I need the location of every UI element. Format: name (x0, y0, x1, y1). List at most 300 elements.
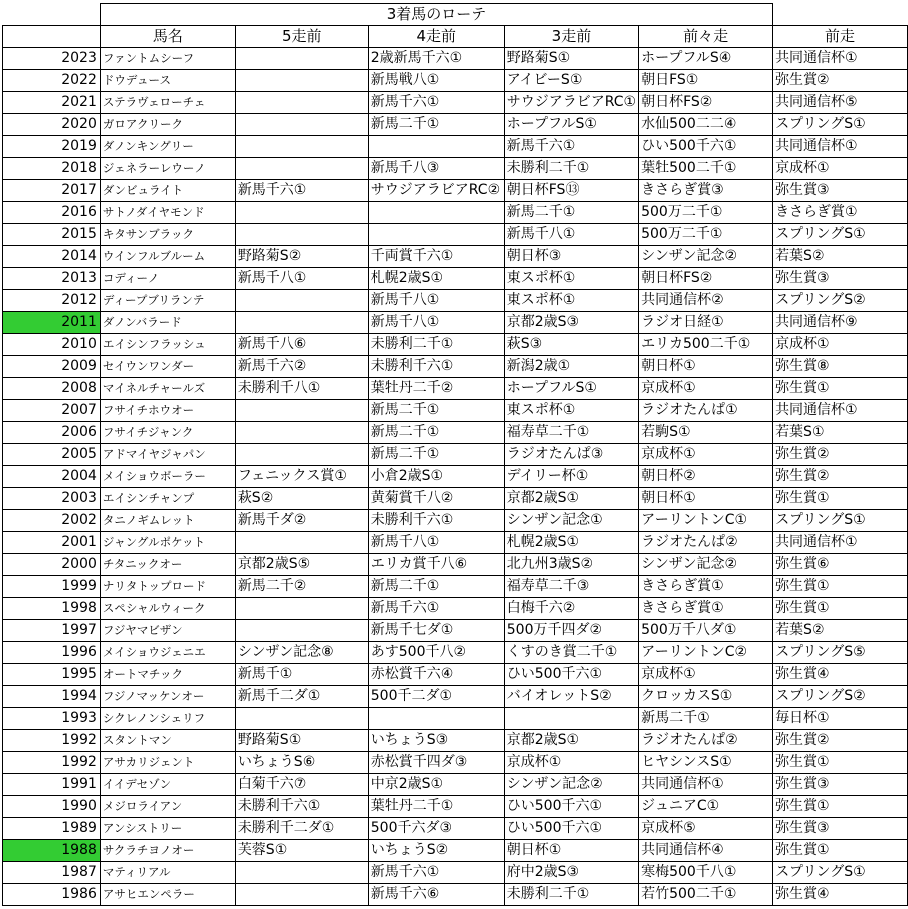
horse-name-cell: メイショウボーラー (100, 466, 235, 488)
race-3-back-cell: 未勝利二千① (504, 158, 638, 180)
year-cell: 1987 (3, 862, 101, 884)
title-blank-cell (3, 4, 101, 26)
race-2-back-cell: アーリントンC① (639, 510, 773, 532)
race-2-back-cell: 朝日杯② (639, 466, 773, 488)
year-cell: 1997 (3, 620, 101, 642)
table-row (3, 312, 908, 334)
title-row (3, 4, 908, 26)
race-3-back-cell: 萩S③ (504, 334, 638, 356)
year-cell: 1992 (3, 730, 101, 752)
horse-name-cell: イイデセゾン (100, 774, 235, 796)
race-3-back-cell: 京都2歳S① (504, 488, 638, 510)
race-2-back-cell: 500万千八ダ① (639, 620, 773, 642)
race-5-back-cell: 未勝利千八① (235, 378, 368, 400)
race-4-back-cell: 未勝利千六① (368, 356, 504, 378)
last-race-cell: 弥生賞④ (773, 884, 908, 906)
header-row (3, 26, 908, 48)
race-3-back-cell: 京成杯① (504, 752, 638, 774)
table-row (3, 444, 908, 466)
last-race-cell: 京成杯① (773, 334, 908, 356)
race-3-back-cell: 朝日杯① (504, 840, 638, 862)
race-4-back-cell: 千両賞千六① (368, 246, 504, 268)
year-cell: 1991 (3, 774, 101, 796)
race-4-back-cell: 新馬戦八① (368, 70, 504, 92)
header-race-4-back: 4走前 (368, 26, 504, 48)
year-cell: 1990 (3, 796, 101, 818)
last-race-cell: 京成杯① (773, 158, 908, 180)
horse-name-cell: サトノダイヤモンド (100, 202, 235, 224)
year-cell: 1992 (3, 752, 101, 774)
race-4-back-cell: 新馬千六① (368, 92, 504, 114)
race-5-back-cell: 新馬千二ダ① (235, 686, 368, 708)
year-cell: 2006 (3, 422, 101, 444)
race-5-back-cell (235, 92, 368, 114)
race-3-back-cell (504, 708, 638, 730)
year-cell: 2008 (3, 378, 101, 400)
table-row (3, 620, 908, 642)
race-3-back-cell: 京都2歳S① (504, 730, 638, 752)
last-race-cell: スプリングS② (773, 290, 908, 312)
horse-name-cell: マティリアル (100, 862, 235, 884)
race-2-back-cell: 若駒S① (639, 422, 773, 444)
horse-name-cell: ナリタトップロード (100, 576, 235, 598)
race-4-back-cell: 赤松賞千四ダ③ (368, 752, 504, 774)
last-race-cell: 弥生賞② (773, 70, 908, 92)
year-cell: 2016 (3, 202, 101, 224)
race-2-back-cell: 500万二千① (639, 202, 773, 224)
horse-name-cell: ドウデュース (100, 70, 235, 92)
race-4-back-cell: 新馬二千① (368, 114, 504, 136)
table-row (3, 224, 908, 246)
race-5-back-cell: 新馬千六① (235, 180, 368, 202)
last-race-cell: 弥生賞① (773, 840, 908, 862)
horse-name-cell: ダノンバラード (100, 312, 235, 334)
race-5-back-cell (235, 48, 368, 70)
last-race-cell: 共同通信杯⑤ (773, 92, 908, 114)
race-4-back-cell: 500千二ダ① (368, 686, 504, 708)
race-4-back-cell: 新馬千八③ (368, 158, 504, 180)
race-5-back-cell: 芙蓉S① (235, 840, 368, 862)
race-2-back-cell: 朝日杯FS② (639, 268, 773, 290)
race-4-back-cell (368, 708, 504, 730)
last-race-cell: スプリングS① (773, 862, 908, 884)
race-4-back-cell: 新馬千七ダ① (368, 620, 504, 642)
race-4-back-cell (368, 224, 504, 246)
table-row (3, 708, 908, 730)
race-3-back-cell: 北九州3歳S② (504, 554, 638, 576)
last-race-cell: 共同通信杯⑨ (773, 312, 908, 334)
race-4-back-cell (368, 202, 504, 224)
horse-name-cell: フジノマッケンオー (100, 686, 235, 708)
horse-name-cell: マイネルチャールズ (100, 378, 235, 400)
horse-name-cell: コディーノ (100, 268, 235, 290)
race-2-back-cell: 新馬二千① (639, 708, 773, 730)
race-4-back-cell: 中京2歳S① (368, 774, 504, 796)
year-cell: 1994 (3, 686, 101, 708)
horse-name-cell: シクレノンシェリフ (100, 708, 235, 730)
race-3-back-cell: 東スポ杯① (504, 400, 638, 422)
year-cell: 2010 (3, 334, 101, 356)
last-race-cell: スプリングS① (773, 224, 908, 246)
horse-name-cell: ガロアクリーク (100, 114, 235, 136)
race-3-back-cell: 福寿草二千③ (504, 576, 638, 598)
race-2-back-cell: きさらぎ賞① (639, 576, 773, 598)
horse-name-cell: サクラチヨノオー (100, 840, 235, 862)
race-5-back-cell (235, 862, 368, 884)
table-row (3, 510, 908, 532)
table-row (3, 642, 908, 664)
race-3-back-cell: 東スポ杯① (504, 290, 638, 312)
horse-name-cell: ジェネラーレウーノ (100, 158, 235, 180)
race-2-back-cell: 寒梅500千八① (639, 862, 773, 884)
year-cell: 1989 (3, 818, 101, 840)
race-3-back-cell: ひい500千六① (504, 796, 638, 818)
table-row (3, 774, 908, 796)
table-row (3, 400, 908, 422)
last-race-cell: 共同通信杯① (773, 532, 908, 554)
race-3-back-cell: バイオレットS② (504, 686, 638, 708)
race-5-back-cell (235, 70, 368, 92)
race-4-back-cell: 葉牡丹二千② (368, 378, 504, 400)
year-cell: 2023 (3, 48, 101, 70)
table-row (3, 356, 908, 378)
year-cell: 2022 (3, 70, 101, 92)
year-cell: 2005 (3, 444, 101, 466)
race-4-back-cell: 500千六ダ③ (368, 818, 504, 840)
horse-name-cell: キタサンブラック (100, 224, 235, 246)
race-2-back-cell: ジュニアC① (639, 796, 773, 818)
race-2-back-cell: きさらぎ賞③ (639, 180, 773, 202)
table-row (3, 114, 908, 136)
race-5-back-cell: 白菊千六⑦ (235, 774, 368, 796)
race-3-back-cell: 500万千四ダ② (504, 620, 638, 642)
table-title: 3着馬のローテ (100, 4, 772, 26)
race-5-back-cell: いちょうS⑥ (235, 752, 368, 774)
race-3-back-cell: くすのき賞二千① (504, 642, 638, 664)
header-race-2-back: 前々走 (639, 26, 773, 48)
race-4-back-cell: 赤松賞千六④ (368, 664, 504, 686)
race-4-back-cell: あす500千八② (368, 642, 504, 664)
table-row (3, 202, 908, 224)
table-row (3, 378, 908, 400)
horse-name-cell: ファントムシーフ (100, 48, 235, 70)
race-2-back-cell: 京成杯① (639, 378, 773, 400)
race-4-back-cell: 新馬二千① (368, 422, 504, 444)
race-5-back-cell (235, 114, 368, 136)
race-4-back-cell: いちょうS② (368, 840, 504, 862)
race-4-back-cell: 新馬千六① (368, 862, 504, 884)
last-race-cell: 弥生賞② (773, 444, 908, 466)
race-5-back-cell (235, 532, 368, 554)
table-row (3, 246, 908, 268)
race-2-back-cell: シンザン記念② (639, 246, 773, 268)
race-5-back-cell: 新馬二千② (235, 576, 368, 598)
race-2-back-cell: エリカ500二千① (639, 334, 773, 356)
race-2-back-cell: 共同通信杯① (639, 774, 773, 796)
table-row (3, 466, 908, 488)
race-4-back-cell: サウジアラビアRC② (368, 180, 504, 202)
race-3-back-cell: ホープフルS① (504, 378, 638, 400)
year-cell: 2015 (3, 224, 101, 246)
race-2-back-cell: 若竹500二千① (639, 884, 773, 906)
race-2-back-cell: きさらぎ賞① (639, 598, 773, 620)
last-race-cell: 弥生賞③ (773, 268, 908, 290)
last-race-cell: 毎日杯① (773, 708, 908, 730)
race-5-back-cell (235, 400, 368, 422)
race-5-back-cell: 新馬千八⑥ (235, 334, 368, 356)
horse-name-cell: オートマチック (100, 664, 235, 686)
race-4-back-cell: 未勝利二千① (368, 334, 504, 356)
horse-name-cell: ダンビュライト (100, 180, 235, 202)
race-4-back-cell (368, 136, 504, 158)
race-3-back-cell: 新馬千八① (504, 224, 638, 246)
race-4-back-cell: 新馬千六① (368, 598, 504, 620)
year-cell: 2012 (3, 290, 101, 312)
race-4-back-cell: 黄菊賞千八② (368, 488, 504, 510)
horse-name-cell: ステラヴェローチェ (100, 92, 235, 114)
table-row (3, 334, 908, 356)
race-3-back-cell: デイリー杯① (504, 466, 638, 488)
year-cell: 1988 (3, 840, 101, 862)
race-2-back-cell: アーリントンC② (639, 642, 773, 664)
horse-name-cell: ディープブリランテ (100, 290, 235, 312)
race-2-back-cell: 葉牡500二千① (639, 158, 773, 180)
year-cell: 1986 (3, 884, 101, 906)
last-race-cell: 若葉S② (773, 620, 908, 642)
race-4-back-cell: 新馬二千① (368, 444, 504, 466)
table-row (3, 158, 908, 180)
table-row (3, 136, 908, 158)
race-5-back-cell (235, 708, 368, 730)
race-2-back-cell: 朝日FS① (639, 70, 773, 92)
last-race-cell: 弥生賞① (773, 752, 908, 774)
last-race-cell: 弥生賞① (773, 378, 908, 400)
race-3-back-cell: サウジアラビアRC① (504, 92, 638, 114)
table-row (3, 92, 908, 114)
table-row (3, 488, 908, 510)
race-2-back-cell: 共同通信杯④ (639, 840, 773, 862)
race-2-back-cell: ラジオ日経① (639, 312, 773, 334)
horse-name-cell: アドマイヤジャパン (100, 444, 235, 466)
title-blank-cell-right (773, 4, 908, 26)
race-5-back-cell (235, 598, 368, 620)
last-race-cell: 若葉S② (773, 246, 908, 268)
race-5-back-cell (235, 884, 368, 906)
year-cell: 1993 (3, 708, 101, 730)
race-5-back-cell: 萩S② (235, 488, 368, 510)
horse-name-cell: スペシャルウィーク (100, 598, 235, 620)
year-cell: 1999 (3, 576, 101, 598)
race-3-back-cell: 朝日杯FS⑬ (504, 180, 638, 202)
horse-name-cell: ジャングルポケット (100, 532, 235, 554)
year-cell: 2002 (3, 510, 101, 532)
table-row (3, 422, 908, 444)
race-5-back-cell (235, 312, 368, 334)
race-5-back-cell: 新馬千八① (235, 268, 368, 290)
horse-name-cell: アサヒエンペラー (100, 884, 235, 906)
year-cell: 2014 (3, 246, 101, 268)
race-5-back-cell: シンザン記念⑧ (235, 642, 368, 664)
race-5-back-cell (235, 202, 368, 224)
race-3-back-cell: 新潟2歳① (504, 356, 638, 378)
rotation-table (2, 3, 908, 906)
header-race-5-back: 5走前 (235, 26, 368, 48)
year-cell: 2009 (3, 356, 101, 378)
race-2-back-cell: 共同通信杯② (639, 290, 773, 312)
race-3-back-cell: シンザン記念① (504, 510, 638, 532)
race-2-back-cell: 500万二千① (639, 224, 773, 246)
year-cell: 2000 (3, 554, 101, 576)
table-row (3, 752, 908, 774)
horse-name-cell: チタニックオー (100, 554, 235, 576)
race-2-back-cell: ホープフルS④ (639, 48, 773, 70)
race-5-back-cell: 新馬千六② (235, 356, 368, 378)
table-row (3, 884, 908, 906)
race-3-back-cell: アイビーS① (504, 70, 638, 92)
race-2-back-cell: クロッカスS① (639, 686, 773, 708)
last-race-cell: 弥生賞① (773, 576, 908, 598)
race-2-back-cell: ラジオたんぱ② (639, 532, 773, 554)
horse-name-cell: スタントマン (100, 730, 235, 752)
race-3-back-cell: 白梅千六② (504, 598, 638, 620)
year-cell: 1996 (3, 642, 101, 664)
last-race-cell: 弥生賞④ (773, 664, 908, 686)
horse-name-cell: メジロライアン (100, 796, 235, 818)
table-row (3, 48, 908, 70)
table-row (3, 532, 908, 554)
last-race-cell: きさらぎ賞① (773, 202, 908, 224)
race-3-back-cell: 京都2歳S③ (504, 312, 638, 334)
header-race-3-back: 3走前 (504, 26, 638, 48)
horse-name-cell: セイウンワンダー (100, 356, 235, 378)
table-row (3, 290, 908, 312)
race-5-back-cell: 未勝利千二ダ① (235, 818, 368, 840)
last-race-cell: 共同通信杯① (773, 136, 908, 158)
last-race-cell: 弥生賞③ (773, 180, 908, 202)
table-row (3, 180, 908, 202)
race-3-back-cell: 札幌2歳S① (504, 532, 638, 554)
table-row (3, 862, 908, 884)
last-race-cell: スプリングS① (773, 114, 908, 136)
race-2-back-cell: 朝日杯① (639, 488, 773, 510)
year-cell: 2021 (3, 92, 101, 114)
last-race-cell: スプリングS② (773, 686, 908, 708)
race-5-back-cell (235, 136, 368, 158)
race-5-back-cell: フェニックス賞① (235, 466, 368, 488)
race-4-back-cell: 新馬二千① (368, 400, 504, 422)
table-row (3, 268, 908, 290)
last-race-cell: 弥生賞① (773, 796, 908, 818)
race-2-back-cell: シンザン記念② (639, 554, 773, 576)
header-year (3, 26, 101, 48)
race-4-back-cell: 未勝利千六① (368, 510, 504, 532)
table-row (3, 818, 908, 840)
last-race-cell: 弥生賞① (773, 598, 908, 620)
race-2-back-cell: ラジオたんぱ② (639, 730, 773, 752)
header-last-race: 前走 (773, 26, 908, 48)
race-2-back-cell: 朝日杯① (639, 356, 773, 378)
race-5-back-cell: 京都2歳S⑤ (235, 554, 368, 576)
table-row (3, 554, 908, 576)
race-3-back-cell: ひい500千六① (504, 664, 638, 686)
table-row (3, 598, 908, 620)
horse-name-cell: アサカリジェント (100, 752, 235, 774)
table-row (3, 796, 908, 818)
race-3-back-cell: 東スポ杯① (504, 268, 638, 290)
race-3-back-cell: 福寿草二千① (504, 422, 638, 444)
horse-name-cell: メイショウジェニエ (100, 642, 235, 664)
last-race-cell: 若葉S① (773, 422, 908, 444)
race-5-back-cell: 未勝利千六① (235, 796, 368, 818)
race-4-back-cell: 新馬千六⑥ (368, 884, 504, 906)
year-cell: 2001 (3, 532, 101, 554)
horse-name-cell: タニノギムレット (100, 510, 235, 532)
year-cell: 2004 (3, 466, 101, 488)
race-4-back-cell: 小倉2歳S① (368, 466, 504, 488)
race-3-back-cell: 新馬二千① (504, 202, 638, 224)
year-cell: 1995 (3, 664, 101, 686)
table-row (3, 664, 908, 686)
horse-name-cell: ダノンキングリー (100, 136, 235, 158)
year-cell: 2019 (3, 136, 101, 158)
year-cell: 1998 (3, 598, 101, 620)
table-row (3, 686, 908, 708)
year-cell: 2007 (3, 400, 101, 422)
race-5-back-cell (235, 620, 368, 642)
horse-name-cell: フジヤマビザン (100, 620, 235, 642)
race-5-back-cell (235, 224, 368, 246)
year-cell: 2011 (3, 312, 101, 334)
last-race-cell: スプリングS① (773, 510, 908, 532)
race-2-back-cell: 朝日杯FS② (639, 92, 773, 114)
last-race-cell: 弥生賞⑧ (773, 356, 908, 378)
year-cell: 2013 (3, 268, 101, 290)
year-cell: 2003 (3, 488, 101, 510)
race-3-back-cell: 府中2歳S③ (504, 862, 638, 884)
race-5-back-cell: 野路菊S① (235, 730, 368, 752)
last-race-cell: 弥生賞③ (773, 774, 908, 796)
race-2-back-cell: 京成杯① (639, 664, 773, 686)
horse-name-cell: フサイチホウオー (100, 400, 235, 422)
race-3-back-cell: シンザン記念② (504, 774, 638, 796)
race-5-back-cell (235, 444, 368, 466)
last-race-cell: 弥生賞③ (773, 818, 908, 840)
race-2-back-cell: ヒヤシンスS① (639, 752, 773, 774)
year-cell: 2017 (3, 180, 101, 202)
horse-name-cell: エイシンチャンプ (100, 488, 235, 510)
race-5-back-cell: 新馬千ダ② (235, 510, 368, 532)
race-4-back-cell: 新馬千八① (368, 312, 504, 334)
race-3-back-cell: 朝日杯③ (504, 246, 638, 268)
last-race-cell: 弥生賞① (773, 488, 908, 510)
table-row (3, 840, 908, 862)
table-row (3, 576, 908, 598)
race-4-back-cell: 新馬二千① (368, 576, 504, 598)
race-4-back-cell: いちょうS③ (368, 730, 504, 752)
last-race-cell: 共同通信杯① (773, 48, 908, 70)
race-5-back-cell (235, 158, 368, 180)
race-3-back-cell: ラジオたんぱ③ (504, 444, 638, 466)
last-race-cell: 弥生賞② (773, 730, 908, 752)
race-4-back-cell: 2歳新馬千六① (368, 48, 504, 70)
race-5-back-cell: 新馬千① (235, 664, 368, 686)
last-race-cell: 弥生賞② (773, 466, 908, 488)
race-4-back-cell: 札幌2歳S① (368, 268, 504, 290)
year-cell: 2018 (3, 158, 101, 180)
race-2-back-cell: 京成杯① (639, 444, 773, 466)
race-4-back-cell: 葉牡丹二千① (368, 796, 504, 818)
horse-name-cell: エイシンフラッシュ (100, 334, 235, 356)
